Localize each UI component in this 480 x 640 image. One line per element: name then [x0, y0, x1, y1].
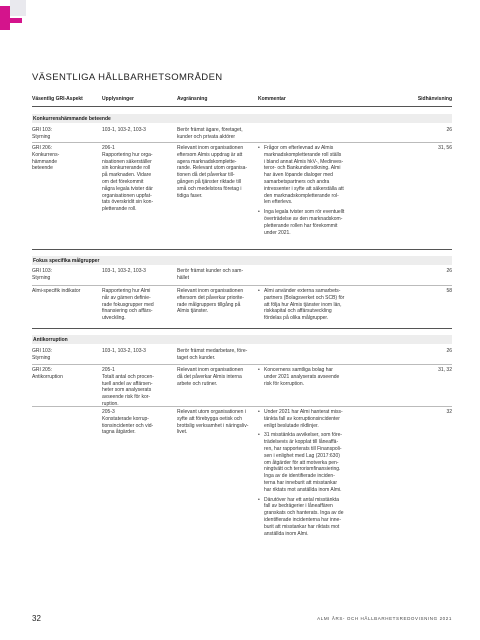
- page-reference: 31, 56: [438, 145, 452, 151]
- disclosure-cell-line: tagna åtgärder.: [102, 429, 136, 436]
- aspect-cell-line: GRI 103:: [32, 127, 53, 133]
- comment-line: • Därutöver har ett antal misstänkta: [264, 496, 340, 503]
- boundary-cell-line: eftersom det påverkar priorite-: [177, 294, 244, 301]
- header-comment: Kommentar: [258, 96, 286, 102]
- comment-line: att följa hur Almis tjänster inom län,: [264, 301, 342, 308]
- boundary-cell-line: då det påverkar Almis interna: [177, 373, 242, 380]
- section-band: [32, 256, 452, 265]
- header-aspect: Väsentlig GRI-Aspekt: [32, 96, 83, 102]
- comment-line: har även löpande dialoger med: [264, 172, 333, 179]
- aspect-cell-line: Konkurrens-: [32, 151, 60, 158]
- header-boundary: Avgränsning: [177, 96, 208, 102]
- table-header: [32, 96, 452, 106]
- aspect-cell-line: Almi-specifik indikator: [32, 288, 81, 294]
- comment-line: tänkta fall av korruptionsincidenter: [264, 415, 340, 422]
- page-reference: 26: [446, 268, 452, 274]
- boundary-cell-line: brottslig verksamhet i näringsliv-: [177, 422, 249, 429]
- aspect-cell: [32, 288, 80, 295]
- comment-line: riskkapital och affärsutveckling: [264, 308, 332, 315]
- boundary-cell-line: rande. Relevant utom organisa-: [177, 165, 248, 172]
- comment-line: intressenter i syfte att säkerställa att: [264, 185, 344, 192]
- comment-bullet: [258, 288, 344, 322]
- boundary-cell: [177, 268, 243, 282]
- aspect-cell-line: GRI 103:: [32, 348, 53, 354]
- boundary-cell-line: arbete och rutiner.: [177, 380, 218, 387]
- disclosure-cell-line: om det förekommit: [102, 178, 144, 185]
- comment-line: fall av bedrägerier i låneaffären: [264, 503, 333, 510]
- page-reference: 32: [446, 409, 452, 415]
- boundary-cell: [177, 288, 244, 315]
- comment-line: om åtgärder för att motverka pen-: [264, 459, 339, 466]
- page-reference: 31, 32: [438, 367, 452, 373]
- disclosure-cell: [102, 348, 146, 355]
- comment-line: partners (Bolagsverket och SCB) för: [264, 294, 345, 301]
- comment-line: burit att misstankar har riktats mot: [264, 523, 340, 530]
- row-divider: [32, 285, 452, 286]
- accent-bar: [0, 6, 10, 30]
- disclosure-cell-line: finansiering och affärs-: [102, 308, 153, 315]
- aspect-cell-line: beteende: [32, 165, 53, 172]
- aspect-cell-line: Styrning: [32, 133, 51, 140]
- boundary-cell-line: gången på tjänster riktade till: [177, 178, 241, 185]
- comment-line: identifierade incidenterna har inne-: [264, 516, 341, 523]
- aspect-cell: [32, 268, 52, 282]
- section-divider: [32, 328, 452, 329]
- header-rule: [32, 106, 452, 107]
- comment-line: len efterlevs.: [264, 199, 293, 206]
- comment-line: sen i enlighet med Lag (2017:630): [264, 452, 340, 459]
- comment-line: • Under 2021 har Almi hanterat miss-: [264, 409, 343, 415]
- page-reference: 26: [446, 348, 452, 354]
- disclosure-cell-line: 206-1: [102, 145, 115, 151]
- disclosure-cell-line: sin konkurrerande roll: [102, 165, 151, 172]
- boundary-cell-line: livet.: [177, 429, 188, 436]
- boundary-cell-line: tidiga faser.: [177, 192, 203, 199]
- boundary-cell-line: Almis tjänster.: [177, 308, 209, 315]
- disclosure-cell-line: tats överskridit sin kon-: [102, 199, 154, 206]
- boundary-cell: [177, 348, 247, 362]
- comment-line: trädelsevis är kopplat till låneaffä-: [264, 439, 339, 446]
- comment-line: den marknadskompletterande rol-: [264, 192, 339, 199]
- boundary-cell-line: Relevant inom organisationen: [177, 367, 244, 373]
- row-divider: [32, 364, 452, 365]
- disclosure-cell-line: avseende risk för kor-: [102, 394, 151, 401]
- comment-line: Inga av de identifierade inciden-: [264, 473, 335, 480]
- boundary-cell: [177, 145, 247, 199]
- comment-cell: [258, 145, 344, 236]
- corner-decoration: [0, 0, 26, 42]
- disclosure-cell-line: 205-3: [102, 409, 115, 415]
- disclosure-cell-line: tuell andel av affärsen-: [102, 380, 153, 387]
- boundary-cell-line: tionen då det påverkar till-: [177, 172, 235, 179]
- comment-line: under 2021 analyserats avseende: [264, 373, 340, 380]
- page-reference: 26: [446, 127, 452, 133]
- boundary-cell: [177, 409, 248, 436]
- section-divider: [32, 249, 452, 250]
- comment-cell: [258, 288, 344, 322]
- section-title: Konkurrenshämmande beteende: [33, 115, 111, 122]
- comment-bullet: [258, 145, 344, 206]
- disclosure-cell-line: organisationen uppfat-: [102, 192, 152, 199]
- disclosure-cell-line: tionsincidenter och vid-: [102, 422, 154, 429]
- disclosure-cell-line: Rapportering hur orga-: [102, 151, 153, 158]
- comment-line: • Inga legala tvister som rör eventuellt: [264, 209, 345, 216]
- comment-line: • 31 misstänkta avvikelser, som före-: [264, 432, 343, 439]
- boundary-cell-line: Relevant inom organisationen: [177, 288, 244, 294]
- comment-line: ren, har rapporterats till Finanspoli-: [264, 445, 342, 452]
- aspect-cell: [32, 348, 52, 362]
- disclosure-cell-line: nisationen säkerställer: [102, 158, 152, 165]
- comment-line: ningtvätt och terrorismfinansiering.: [264, 466, 341, 473]
- comment-bullet: [258, 432, 344, 493]
- boundary-cell-line: taget och kunder.: [177, 354, 216, 361]
- comment-line: anställda inom Almi.: [264, 530, 309, 537]
- disclosure-cell-line: 103-1, 103-2, 103-3: [102, 268, 146, 274]
- aspect-cell-line: GRI 206:: [32, 145, 53, 151]
- aspect-cell-line: GRI 205:: [32, 367, 53, 373]
- boundary-cell-line: agera marknadskomplette-: [177, 158, 237, 165]
- disclosure-cell-line: Rapportering hur Almi: [102, 288, 151, 294]
- disclosure-cell-line: rade fokusgrupper med: [102, 301, 154, 308]
- boundary-cell-line: Relevant inom organisationen: [177, 145, 244, 151]
- section-title: Fokus specifika målgrupper: [33, 257, 100, 264]
- page-title: VÄSENTLIGA HÅLLBARHETSOMRÅDEN: [32, 72, 223, 83]
- comment-line: marknadskompletterande roll ställs: [264, 151, 342, 158]
- section-band: [32, 114, 452, 123]
- comment-line: granskats och hanterats. Inga av de: [264, 510, 344, 517]
- disclosure-cell-line: når av gärnen definie-: [102, 294, 151, 301]
- section-title: Antikorruption: [33, 336, 68, 343]
- aspect-cell-line: hämmande: [32, 158, 58, 165]
- accent-square: [10, 0, 26, 16]
- boundary-cell: [177, 127, 243, 141]
- comment-line: har riktats mot anställda inom Almi.: [264, 486, 342, 493]
- comment-cell: [258, 367, 339, 387]
- comment-line: • Almi använder externa samarbets-: [264, 288, 341, 294]
- comment-line: överträdelse av den marknadskom-: [264, 215, 343, 222]
- row-divider: [32, 406, 452, 407]
- comment-bullet: [258, 409, 344, 429]
- disclosure-cell: [102, 145, 153, 213]
- disclosure-cell-line: Totalt antal och procen-: [102, 373, 154, 380]
- comment-line: enligt beslutade riktlinjer.: [264, 422, 319, 429]
- disclosure-cell-line: på marknaden. Vidare: [102, 172, 152, 179]
- disclosure-cell-line: heter som analyserats: [102, 387, 152, 394]
- comment-bullet: [258, 367, 339, 387]
- boundary-cell-line: syfte att förebygga oetisk och: [177, 415, 243, 422]
- aspect-cell-line: Styrning: [32, 354, 51, 361]
- aspect-cell-line: Antikorruption: [32, 373, 63, 380]
- comment-cell: [258, 409, 344, 537]
- disclosure-cell: [102, 127, 146, 134]
- comment-line: • Frågor om efterlevnad av Almis: [264, 145, 334, 151]
- aspect-cell: [32, 127, 52, 141]
- disclosure-cell: [102, 367, 154, 408]
- accent-notch: [10, 18, 22, 23]
- comment-line: fördelas på olika målgrupper.: [264, 315, 329, 322]
- header-disclosures: Upplysninger: [102, 96, 134, 102]
- comment-line: pletterande rollen har förekommit: [264, 222, 338, 229]
- header-page-ref: Sidhänvisning: [417, 96, 452, 102]
- disclosure-cell-line: pletterande roll.: [102, 206, 137, 213]
- comment-line: samarbetspartners och andra: [264, 178, 330, 185]
- boundary-cell-line: Berör främst kunder och sam-: [177, 268, 244, 274]
- comment-line: under 2021.: [264, 229, 291, 236]
- row-divider: [32, 142, 452, 143]
- disclosure-cell-line: 103-1, 103-2, 103-3: [102, 348, 146, 354]
- aspect-cell: [32, 367, 63, 381]
- boundary-cell-line: hället: [177, 274, 189, 281]
- comment-bullet: [258, 209, 344, 236]
- boundary-cell-line: kunder och privata aktörer: [177, 133, 236, 140]
- page-reference: 58: [446, 288, 452, 294]
- boundary-cell-line: Relevant utom organisationen i: [177, 409, 246, 415]
- comment-line: teror- och Bankundersökning. Almi: [264, 165, 341, 172]
- boundary-cell-line: små och medelstora företag i: [177, 185, 242, 192]
- aspect-cell-line: Styrning: [32, 274, 51, 281]
- comment-line: • Koncernens samtliga bolag har: [264, 367, 333, 373]
- disclosure-cell-line: några legala tvister där: [102, 185, 153, 192]
- comment-line: terna har inneburit att misstankar: [264, 479, 338, 486]
- boundary-cell-line: rade målgruppers tillgång på: [177, 301, 241, 308]
- comment-line: i bland annat Almis hkV-, Medinves-: [264, 158, 344, 165]
- disclosure-cell-line: Konstaterade korrup-: [102, 415, 149, 422]
- boundary-cell-line: Berör främst ägare, företaget,: [177, 127, 243, 133]
- disclosure-cell: [102, 268, 146, 275]
- disclosure-cell: [102, 288, 154, 322]
- disclosure-cell-line: ruption.: [102, 400, 119, 407]
- page-number: 32: [32, 614, 41, 623]
- section-band: [32, 335, 452, 344]
- aspect-cell: [32, 145, 59, 172]
- comment-line: risk för korruption.: [264, 380, 305, 387]
- boundary-cell-line: eftersom Almis uppdrag är att: [177, 151, 243, 158]
- boundary-cell-line: Berör främst medarbetare, före-: [177, 348, 248, 354]
- disclosure-cell: [102, 409, 153, 436]
- comment-bullet: [258, 497, 344, 538]
- disclosure-cell-line: 103-1, 103-2, 103-3: [102, 127, 146, 133]
- disclosure-cell-line: 205-1: [102, 367, 115, 373]
- boundary-cell: [177, 367, 243, 387]
- report-name: ALMI ÅRS- OCH HÅLLBARHETSREDOVISNING 2021: [317, 616, 452, 621]
- aspect-cell-line: GRI 103:: [32, 268, 53, 274]
- disclosure-cell-line: utveckling.: [102, 315, 126, 322]
